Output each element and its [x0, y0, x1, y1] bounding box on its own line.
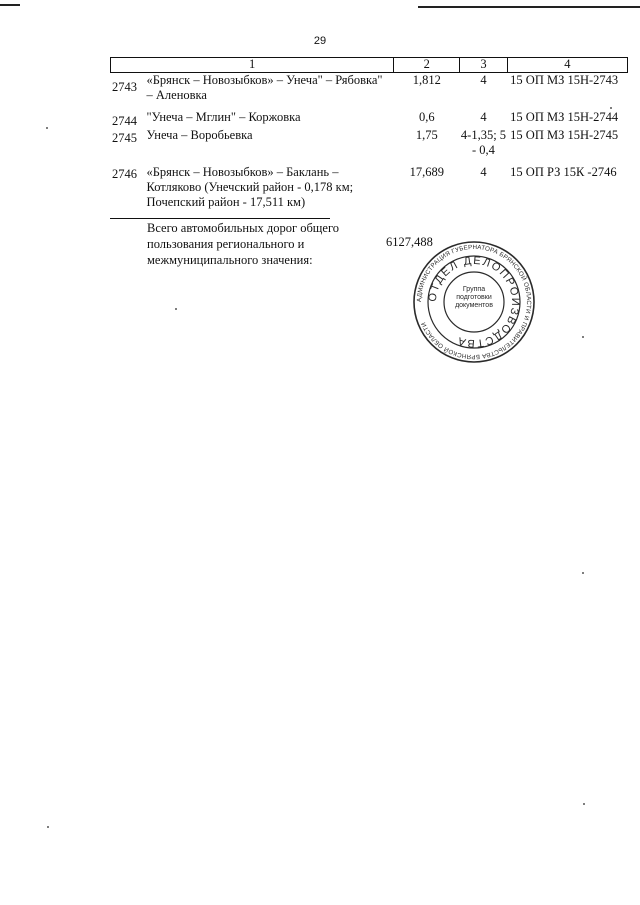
column-header: 3 — [460, 58, 507, 73]
table-row — [111, 73, 628, 110]
road-length: 1,75 — [415, 127, 438, 142]
column-header: 1 — [111, 58, 394, 73]
page-number: 29 — [313, 35, 327, 47]
scan-speck — [47, 826, 49, 828]
roads-table — [110, 57, 628, 215]
road-name: "Унеча – Мглин" – Коржовка — [146, 109, 301, 124]
table-header-row — [111, 58, 628, 73]
corner-scan-mark-left — [0, 4, 20, 6]
stamp-outer-text: АДМИНИСТРАЦИЯ ГУБЕРНАТОРА БРЯНСКОЙ ОБЛАСТИ И ПРАВИТЕЛЬСТВА БРЯНСКОЙ ОБЛАСТИ — [415, 243, 533, 361]
stamp-middle-text: ОТДЕЛ ДЕЛОПРОИЗВОДСТВА — [426, 254, 522, 350]
road-length: 1,812 — [412, 73, 441, 87]
road-category: 4 — [480, 73, 487, 87]
total-value: 6127,488 — [386, 235, 433, 249]
road-name: Унеча – Воробьевка — [146, 127, 253, 142]
scan-speck — [582, 336, 584, 338]
row-number: 2744 — [112, 114, 137, 128]
office-seal-stamp — [412, 240, 536, 364]
column-header: 4 — [507, 58, 627, 73]
scan-speck — [610, 107, 612, 109]
road-category: 4 — [480, 164, 487, 179]
road-category: 4 — [480, 109, 487, 124]
corner-scan-mark-right — [418, 6, 640, 8]
table-row — [111, 165, 628, 215]
row-number: 2745 — [112, 131, 137, 145]
road-name: «Брянск – Новозыбков» – Унеча" – Рябовка" – Аленовка — [146, 73, 383, 102]
road-name: «Брянск – Новозыбков» – Баклань – Котляково (Унечский район - 0,178 км; Почепский район - 17,511 км) — [146, 164, 354, 209]
row-number: 2743 — [112, 80, 137, 94]
row-number: 2746 — [112, 167, 137, 181]
road-length: 17,689 — [409, 164, 444, 179]
total-label: Всего автомобильных дорог общего пользования регионального и межмуниципального значения: — [147, 221, 340, 267]
scan-speck — [583, 803, 585, 805]
road-length: 0,6 — [418, 109, 435, 124]
column-header: 2 — [394, 58, 460, 73]
road-category: 4-1,35; 5 - 0,4 — [460, 127, 507, 157]
table-row — [111, 128, 628, 165]
scan-speck — [46, 127, 48, 129]
road-code: 15 ОП РЗ 15К -2746 — [510, 164, 617, 179]
road-code: 15 ОП МЗ 15Н-2743 — [510, 73, 619, 87]
table-row — [111, 110, 628, 128]
scan-speck — [175, 308, 177, 310]
road-code: 15 ОП МЗ 15Н-2744 — [510, 109, 619, 124]
stamp-center-text: Группа подготовки документов — [455, 286, 493, 309]
total-divider — [110, 218, 330, 219]
road-code: 15 ОП МЗ 15Н-2745 — [510, 127, 619, 142]
scan-speck — [582, 572, 584, 574]
